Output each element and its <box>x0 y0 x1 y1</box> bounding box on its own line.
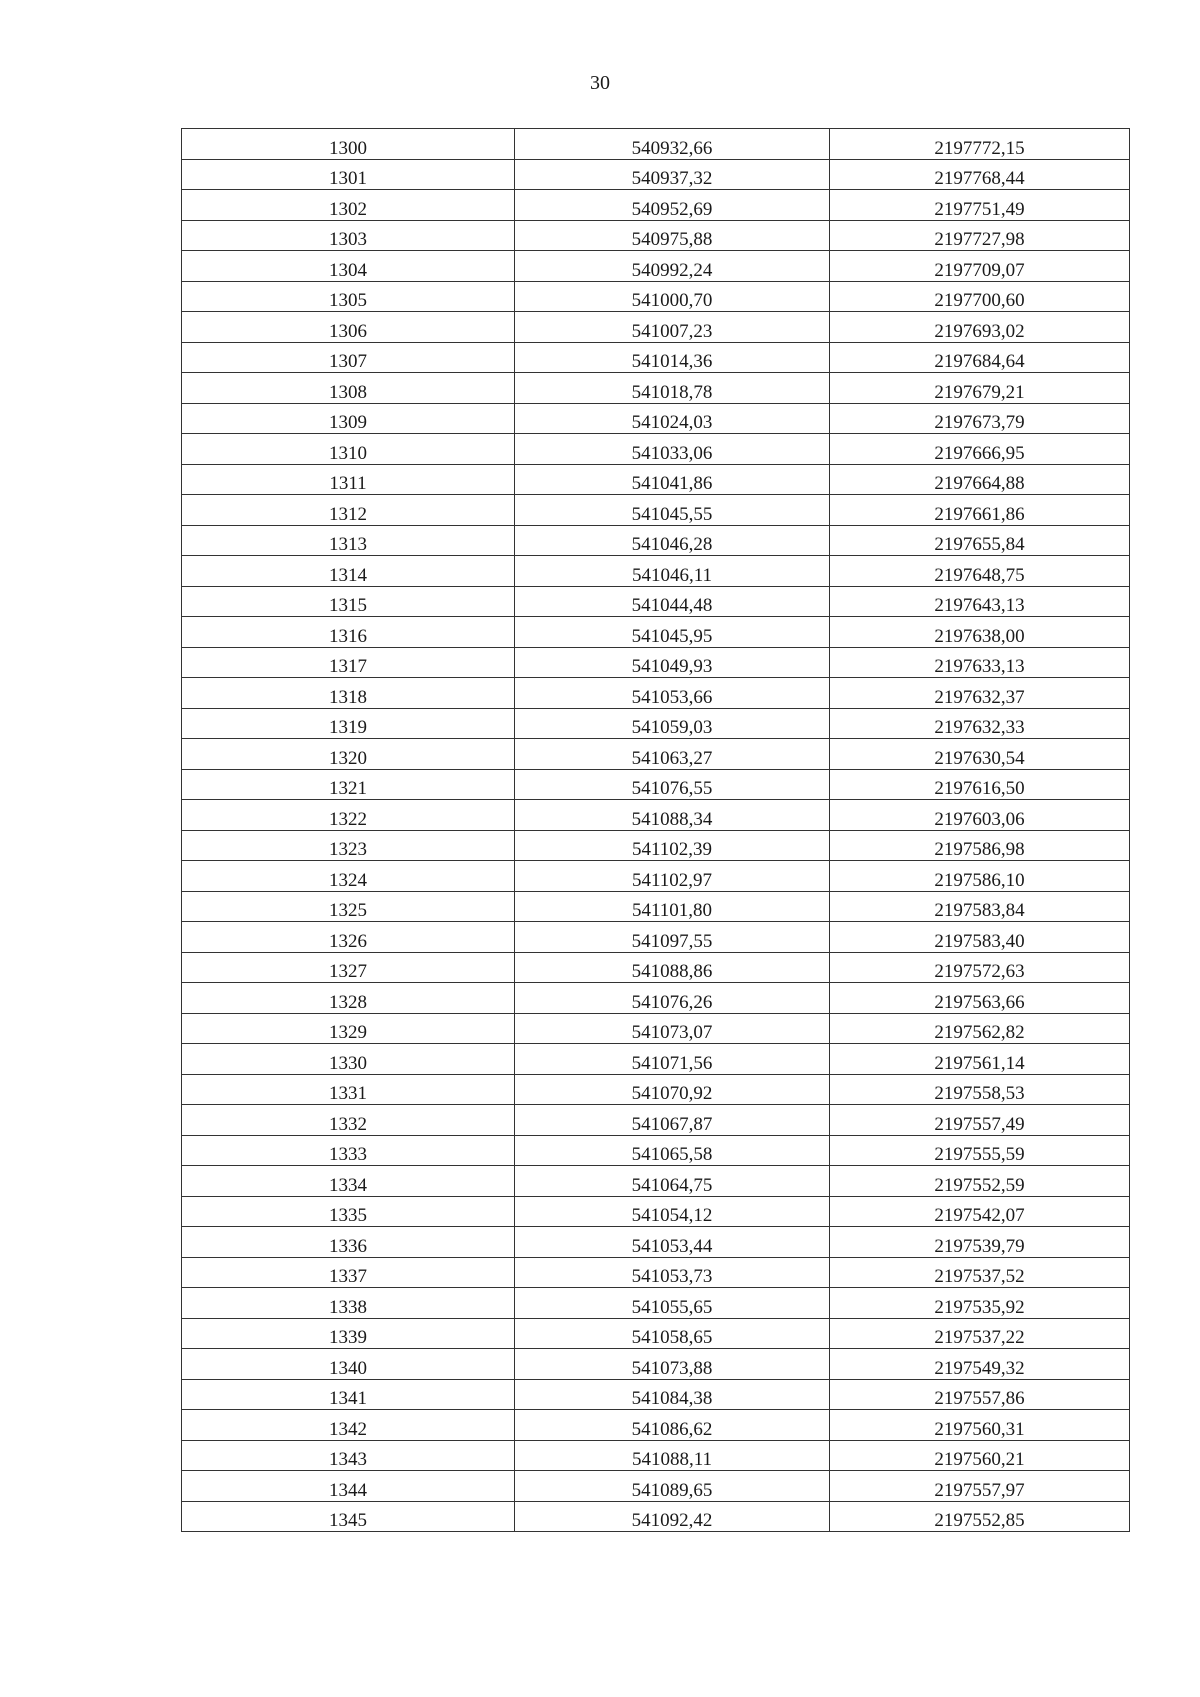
point-number-cell: 1318 <box>182 678 515 709</box>
point-number-cell: 1333 <box>182 1135 515 1166</box>
y-coordinate-cell: 2197666,95 <box>830 434 1130 465</box>
table-row <box>182 678 1130 709</box>
y-coordinate-cell: 2197632,33 <box>830 708 1130 739</box>
y-coordinate-cell: 2197643,13 <box>830 586 1130 617</box>
y-coordinate-cell: 2197552,85 <box>830 1501 1130 1532</box>
y-coordinate-cell: 2197542,07 <box>830 1196 1130 1227</box>
table-row <box>182 891 1130 922</box>
x-coordinate-cell: 540952,69 <box>515 190 830 221</box>
point-number-cell: 1311 <box>182 464 515 495</box>
x-coordinate-cell: 541101,80 <box>515 891 830 922</box>
table-row <box>182 1105 1130 1136</box>
table-row <box>182 525 1130 556</box>
table-row <box>182 952 1130 983</box>
y-coordinate-cell: 2197661,86 <box>830 495 1130 526</box>
point-number-cell: 1332 <box>182 1105 515 1136</box>
point-number-cell: 1330 <box>182 1044 515 1075</box>
table-row <box>182 861 1130 892</box>
table-row <box>182 434 1130 465</box>
x-coordinate-cell: 541073,07 <box>515 1013 830 1044</box>
y-coordinate-cell: 2197561,14 <box>830 1044 1130 1075</box>
y-coordinate-cell: 2197535,92 <box>830 1288 1130 1319</box>
table-row <box>182 342 1130 373</box>
point-number-cell: 1308 <box>182 373 515 404</box>
table-row <box>182 464 1130 495</box>
x-coordinate-cell: 540937,32 <box>515 159 830 190</box>
y-coordinate-cell: 2197549,32 <box>830 1349 1130 1380</box>
point-number-cell: 1315 <box>182 586 515 617</box>
point-number-cell: 1307 <box>182 342 515 373</box>
y-coordinate-cell: 2197563,66 <box>830 983 1130 1014</box>
point-number-cell: 1314 <box>182 556 515 587</box>
x-coordinate-cell: 541070,92 <box>515 1074 830 1105</box>
coordinates-table <box>181 128 1130 1532</box>
x-coordinate-cell: 541053,66 <box>515 678 830 709</box>
x-coordinate-cell: 541102,39 <box>515 830 830 861</box>
table-row <box>182 556 1130 587</box>
x-coordinate-cell: 541063,27 <box>515 739 830 770</box>
x-coordinate-cell: 541045,95 <box>515 617 830 648</box>
y-coordinate-cell: 2197673,79 <box>830 403 1130 434</box>
table-row <box>182 1135 1130 1166</box>
y-coordinate-cell: 2197768,44 <box>830 159 1130 190</box>
point-number-cell: 1335 <box>182 1196 515 1227</box>
point-number-cell: 1339 <box>182 1318 515 1349</box>
table-row <box>182 800 1130 831</box>
x-coordinate-cell: 541102,97 <box>515 861 830 892</box>
x-coordinate-cell: 541045,55 <box>515 495 830 526</box>
x-coordinate-cell: 540975,88 <box>515 220 830 251</box>
table-row <box>182 220 1130 251</box>
y-coordinate-cell: 2197562,82 <box>830 1013 1130 1044</box>
x-coordinate-cell: 541018,78 <box>515 373 830 404</box>
x-coordinate-cell: 541055,65 <box>515 1288 830 1319</box>
y-coordinate-cell: 2197603,06 <box>830 800 1130 831</box>
y-coordinate-cell: 2197537,52 <box>830 1257 1130 1288</box>
table-row <box>182 373 1130 404</box>
table-row <box>182 495 1130 526</box>
point-number-cell: 1323 <box>182 830 515 861</box>
point-number-cell: 1303 <box>182 220 515 251</box>
y-coordinate-cell: 2197557,97 <box>830 1471 1130 1502</box>
table-row <box>182 281 1130 312</box>
x-coordinate-cell: 541065,58 <box>515 1135 830 1166</box>
point-number-cell: 1343 <box>182 1440 515 1471</box>
table-row <box>182 830 1130 861</box>
point-number-cell: 1340 <box>182 1349 515 1380</box>
table-row <box>182 190 1130 221</box>
table-row <box>182 586 1130 617</box>
x-coordinate-cell: 541049,93 <box>515 647 830 678</box>
table-row <box>182 1074 1130 1105</box>
table-row <box>182 922 1130 953</box>
table-row <box>182 312 1130 343</box>
x-coordinate-cell: 541059,03 <box>515 708 830 739</box>
table-row <box>182 251 1130 282</box>
y-coordinate-cell: 2197700,60 <box>830 281 1130 312</box>
y-coordinate-cell: 2197555,59 <box>830 1135 1130 1166</box>
x-coordinate-cell: 541088,86 <box>515 952 830 983</box>
x-coordinate-cell: 541084,38 <box>515 1379 830 1410</box>
y-coordinate-cell: 2197772,15 <box>830 129 1130 160</box>
x-coordinate-cell: 541086,62 <box>515 1410 830 1441</box>
point-number-cell: 1338 <box>182 1288 515 1319</box>
y-coordinate-cell: 2197552,59 <box>830 1166 1130 1197</box>
point-number-cell: 1325 <box>182 891 515 922</box>
table-row <box>182 1013 1130 1044</box>
table-row <box>182 1257 1130 1288</box>
x-coordinate-cell: 541064,75 <box>515 1166 830 1197</box>
point-number-cell: 1345 <box>182 1501 515 1532</box>
table-row <box>182 647 1130 678</box>
table-row <box>182 739 1130 770</box>
y-coordinate-cell: 2197583,84 <box>830 891 1130 922</box>
point-number-cell: 1331 <box>182 1074 515 1105</box>
y-coordinate-cell: 2197557,86 <box>830 1379 1130 1410</box>
y-coordinate-cell: 2197586,10 <box>830 861 1130 892</box>
point-number-cell: 1336 <box>182 1227 515 1258</box>
y-coordinate-cell: 2197679,21 <box>830 373 1130 404</box>
table-row <box>182 1410 1130 1441</box>
x-coordinate-cell: 541007,23 <box>515 312 830 343</box>
y-coordinate-cell: 2197557,49 <box>830 1105 1130 1136</box>
y-coordinate-cell: 2197616,50 <box>830 769 1130 800</box>
x-coordinate-cell: 541046,28 <box>515 525 830 556</box>
y-coordinate-cell: 2197633,13 <box>830 647 1130 678</box>
table-row <box>182 1379 1130 1410</box>
y-coordinate-cell: 2197583,40 <box>830 922 1130 953</box>
table-row <box>182 617 1130 648</box>
point-number-cell: 1342 <box>182 1410 515 1441</box>
x-coordinate-cell: 541097,55 <box>515 922 830 953</box>
x-coordinate-cell: 541053,73 <box>515 1257 830 1288</box>
table-row <box>182 1501 1130 1532</box>
x-coordinate-cell: 541076,26 <box>515 983 830 1014</box>
coordinates-table-body <box>182 129 1130 1532</box>
point-number-cell: 1316 <box>182 617 515 648</box>
y-coordinate-cell: 2197664,88 <box>830 464 1130 495</box>
table-row <box>182 1440 1130 1471</box>
y-coordinate-cell: 2197684,64 <box>830 342 1130 373</box>
table-row <box>182 708 1130 739</box>
y-coordinate-cell: 2197558,53 <box>830 1074 1130 1105</box>
y-coordinate-cell: 2197709,07 <box>830 251 1130 282</box>
y-coordinate-cell: 2197586,98 <box>830 830 1130 861</box>
point-number-cell: 1312 <box>182 495 515 526</box>
x-coordinate-cell: 541092,42 <box>515 1501 830 1532</box>
table-row <box>182 1288 1130 1319</box>
x-coordinate-cell: 541067,87 <box>515 1105 830 1136</box>
point-number-cell: 1344 <box>182 1471 515 1502</box>
point-number-cell: 1324 <box>182 861 515 892</box>
x-coordinate-cell: 541088,34 <box>515 800 830 831</box>
y-coordinate-cell: 2197572,63 <box>830 952 1130 983</box>
x-coordinate-cell: 541044,48 <box>515 586 830 617</box>
point-number-cell: 1300 <box>182 129 515 160</box>
x-coordinate-cell: 541088,11 <box>515 1440 830 1471</box>
y-coordinate-cell: 2197630,54 <box>830 739 1130 770</box>
table-row <box>182 159 1130 190</box>
point-number-cell: 1322 <box>182 800 515 831</box>
y-coordinate-cell: 2197655,84 <box>830 525 1130 556</box>
x-coordinate-cell: 540992,24 <box>515 251 830 282</box>
point-number-cell: 1334 <box>182 1166 515 1197</box>
table-row <box>182 769 1130 800</box>
point-number-cell: 1304 <box>182 251 515 282</box>
x-coordinate-cell: 540932,66 <box>515 129 830 160</box>
x-coordinate-cell: 541014,36 <box>515 342 830 373</box>
point-number-cell: 1321 <box>182 769 515 800</box>
table-row <box>182 1044 1130 1075</box>
point-number-cell: 1327 <box>182 952 515 983</box>
x-coordinate-cell: 541089,65 <box>515 1471 830 1502</box>
x-coordinate-cell: 541054,12 <box>515 1196 830 1227</box>
y-coordinate-cell: 2197537,22 <box>830 1318 1130 1349</box>
x-coordinate-cell: 541058,65 <box>515 1318 830 1349</box>
point-number-cell: 1328 <box>182 983 515 1014</box>
point-number-cell: 1337 <box>182 1257 515 1288</box>
y-coordinate-cell: 2197560,21 <box>830 1440 1130 1471</box>
table-row <box>182 1318 1130 1349</box>
table-row <box>182 1196 1130 1227</box>
point-number-cell: 1302 <box>182 190 515 221</box>
table-row <box>182 403 1130 434</box>
page-number: 30 <box>590 72 610 94</box>
table-row <box>182 129 1130 160</box>
point-number-cell: 1317 <box>182 647 515 678</box>
x-coordinate-cell: 541041,86 <box>515 464 830 495</box>
y-coordinate-cell: 2197638,00 <box>830 617 1130 648</box>
point-number-cell: 1306 <box>182 312 515 343</box>
table-row <box>182 983 1130 1014</box>
y-coordinate-cell: 2197648,75 <box>830 556 1130 587</box>
table-row <box>182 1349 1130 1380</box>
x-coordinate-cell: 541046,11 <box>515 556 830 587</box>
table-row <box>182 1166 1130 1197</box>
y-coordinate-cell: 2197539,79 <box>830 1227 1130 1258</box>
x-coordinate-cell: 541033,06 <box>515 434 830 465</box>
x-coordinate-cell: 541053,44 <box>515 1227 830 1258</box>
y-coordinate-cell: 2197693,02 <box>830 312 1130 343</box>
y-coordinate-cell: 2197632,37 <box>830 678 1130 709</box>
point-number-cell: 1329 <box>182 1013 515 1044</box>
x-coordinate-cell: 541073,88 <box>515 1349 830 1380</box>
x-coordinate-cell: 541024,03 <box>515 403 830 434</box>
point-number-cell: 1326 <box>182 922 515 953</box>
point-number-cell: 1319 <box>182 708 515 739</box>
y-coordinate-cell: 2197727,98 <box>830 220 1130 251</box>
point-number-cell: 1341 <box>182 1379 515 1410</box>
point-number-cell: 1313 <box>182 525 515 556</box>
x-coordinate-cell: 541000,70 <box>515 281 830 312</box>
y-coordinate-cell: 2197560,31 <box>830 1410 1130 1441</box>
y-coordinate-cell: 2197751,49 <box>830 190 1130 221</box>
point-number-cell: 1301 <box>182 159 515 190</box>
point-number-cell: 1309 <box>182 403 515 434</box>
point-number-cell: 1320 <box>182 739 515 770</box>
x-coordinate-cell: 541071,56 <box>515 1044 830 1075</box>
table-row <box>182 1227 1130 1258</box>
point-number-cell: 1305 <box>182 281 515 312</box>
x-coordinate-cell: 541076,55 <box>515 769 830 800</box>
table-row <box>182 1471 1130 1502</box>
point-number-cell: 1310 <box>182 434 515 465</box>
